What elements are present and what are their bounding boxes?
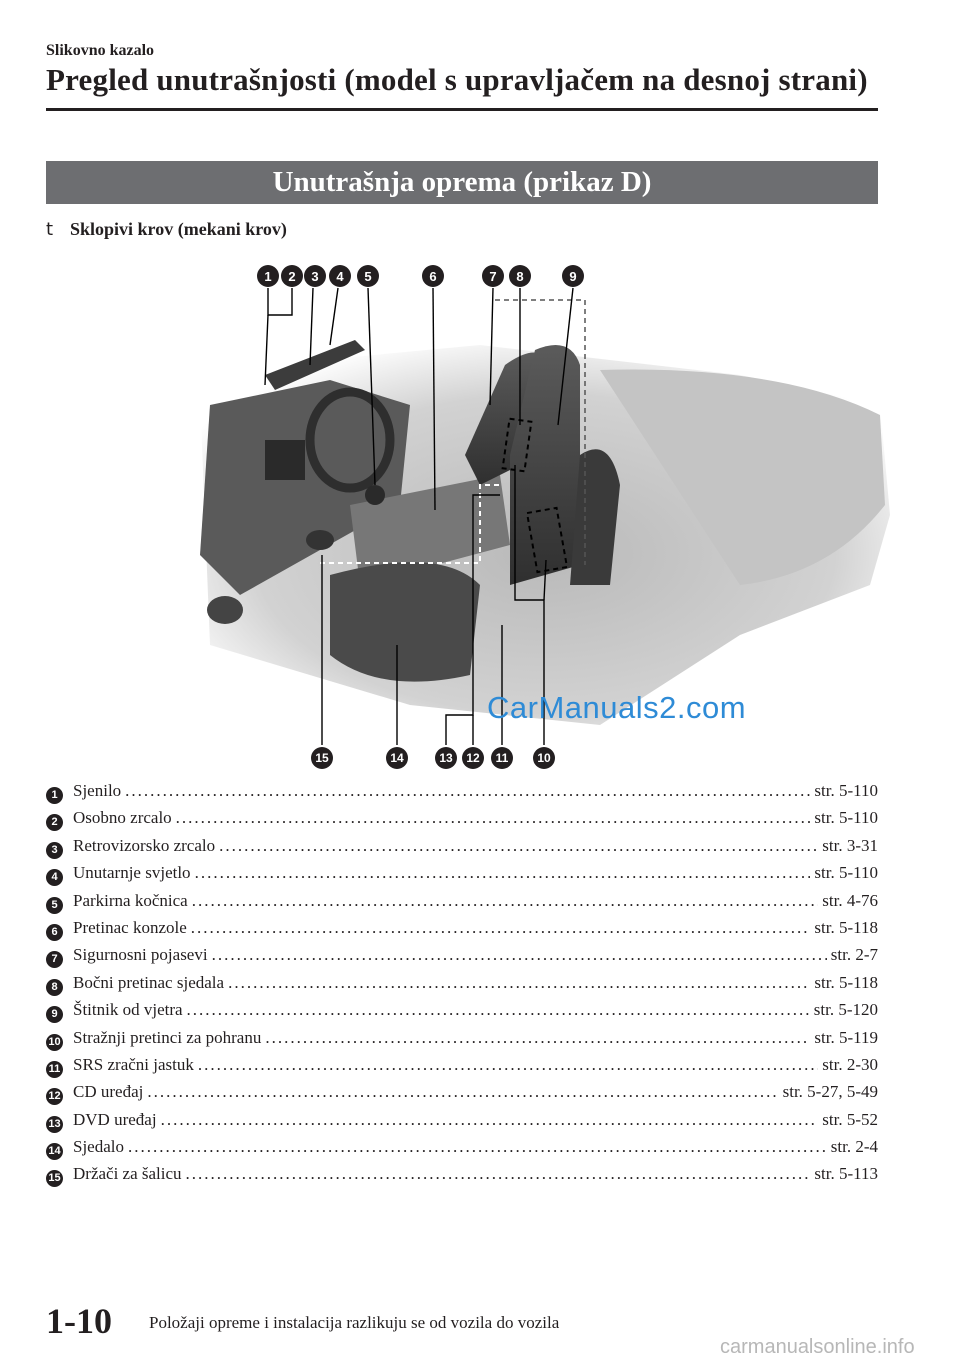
carmanuals-watermark: CarManuals2.com bbox=[487, 690, 747, 725]
svg-text:3: 3 bbox=[311, 269, 319, 284]
svg-text:13: 13 bbox=[439, 751, 453, 765]
callout-15 bbox=[311, 747, 333, 769]
item-label: DVD uređaj bbox=[73, 1109, 157, 1129]
item-page-ref: str. 5-52 bbox=[822, 1109, 878, 1129]
list-item bbox=[46, 781, 878, 808]
title-rule bbox=[46, 108, 878, 111]
callout-4 bbox=[329, 265, 351, 287]
callout-9 bbox=[562, 265, 584, 287]
display-screen bbox=[265, 440, 305, 480]
list-item bbox=[46, 863, 878, 890]
item-page-ref: str. 5-110 bbox=[814, 808, 878, 828]
item-label: Retrovizorsko zrcalo bbox=[73, 835, 216, 855]
footer-watermark: carmanualsonline.info bbox=[720, 1336, 915, 1358]
item-label: Parkirna kočnica bbox=[73, 890, 188, 910]
item-label: Stražnji pretinci za pohranu bbox=[73, 1027, 262, 1047]
callout-6 bbox=[422, 265, 444, 287]
list-item bbox=[46, 1028, 878, 1055]
svg-text:14: 14 bbox=[390, 751, 404, 765]
section-banner: Unutrašnja oprema (prikaz D) bbox=[46, 161, 878, 204]
cup-holder bbox=[306, 530, 334, 550]
item-page-ref: str. 5-110 bbox=[814, 863, 878, 883]
item-label: Unutarnje svjetlo bbox=[73, 863, 191, 883]
leader-dots bbox=[147, 1082, 778, 1102]
list-item bbox=[46, 1000, 878, 1027]
svg-text:11: 11 bbox=[495, 751, 509, 765]
item-page-ref: str. 5-118 bbox=[814, 972, 878, 992]
item-label: Bočni pretinac sjedala bbox=[73, 972, 225, 992]
svg-text:4: 4 bbox=[336, 269, 344, 284]
leader-dots bbox=[228, 973, 810, 993]
item-page-ref: str. 4-76 bbox=[822, 890, 878, 910]
svg-text:5: 5 bbox=[364, 269, 372, 284]
item-label: SRS zračni jastuk bbox=[73, 1054, 194, 1074]
list-item bbox=[46, 1055, 878, 1082]
callout-8 bbox=[509, 265, 531, 287]
callout-10 bbox=[533, 747, 555, 769]
callout-3 bbox=[304, 265, 326, 287]
item-label: Držači za šalicu bbox=[73, 1164, 182, 1184]
leader-dots bbox=[176, 808, 811, 828]
list-item bbox=[46, 918, 878, 945]
callout-13 bbox=[435, 747, 457, 769]
svg-text:9: 9 bbox=[569, 269, 577, 284]
svg-text:12: 12 bbox=[466, 751, 480, 765]
subheading bbox=[46, 219, 287, 240]
leader-dots bbox=[198, 1055, 818, 1075]
svg-text:15: 15 bbox=[315, 751, 329, 765]
leader-dots bbox=[212, 945, 827, 965]
list-item bbox=[46, 1164, 878, 1191]
item-page-ref: str. 5-119 bbox=[814, 1027, 878, 1047]
svg-text:10: 10 bbox=[537, 751, 551, 765]
item-number-badge: 15 bbox=[46, 1170, 63, 1187]
item-number-badge: 1 bbox=[46, 787, 63, 804]
top-callouts bbox=[257, 265, 584, 287]
item-number-badge: 12 bbox=[46, 1088, 63, 1105]
svg-text:2: 2 bbox=[288, 269, 296, 284]
list-item bbox=[46, 1110, 878, 1137]
item-page-ref: str. 5-27, 5-49 bbox=[782, 1082, 878, 1102]
leader-dots bbox=[125, 781, 810, 801]
page-number: 1-10 bbox=[46, 1301, 112, 1341]
leader-dots bbox=[191, 918, 811, 938]
item-label: Štitnik od vjetra bbox=[73, 1000, 183, 1020]
equipment-list bbox=[46, 781, 878, 1192]
item-number-badge: 11 bbox=[46, 1061, 63, 1078]
leader-dots bbox=[192, 891, 819, 911]
item-page-ref: str. 5-110 bbox=[814, 781, 878, 800]
callout-2 bbox=[281, 265, 303, 287]
callout-11 bbox=[491, 747, 513, 769]
callout-1 bbox=[257, 265, 279, 287]
item-number-badge: 6 bbox=[46, 924, 63, 941]
item-number-badge: 5 bbox=[46, 897, 63, 914]
svg-text:6: 6 bbox=[429, 269, 437, 284]
item-number-badge: 9 bbox=[46, 1006, 63, 1023]
item-page-ref: str. 2-4 bbox=[830, 1137, 878, 1157]
subheading-bullet: t bbox=[46, 219, 54, 240]
item-page-ref: str. 5-120 bbox=[813, 1000, 878, 1020]
item-number-badge: 8 bbox=[46, 979, 63, 996]
item-label: Sjedalo bbox=[73, 1137, 124, 1157]
list-item bbox=[46, 891, 878, 918]
callout-12 bbox=[462, 747, 484, 769]
leader-dots bbox=[219, 836, 818, 856]
list-item bbox=[46, 1082, 878, 1109]
item-number-badge: 14 bbox=[46, 1143, 63, 1160]
leader-dots bbox=[186, 1164, 811, 1184]
svg-text:8: 8 bbox=[516, 269, 524, 284]
item-page-ref: str. 2-30 bbox=[822, 1054, 878, 1074]
section-label: Slikovno kazalo bbox=[46, 42, 155, 59]
door-mirror bbox=[207, 596, 243, 624]
item-number-badge: 3 bbox=[46, 842, 63, 859]
item-label: Sjenilo bbox=[73, 781, 122, 800]
subheading-text: Sklopivi krov (mekani krov) bbox=[70, 219, 287, 239]
item-page-ref: str. 2-7 bbox=[830, 945, 878, 965]
list-item bbox=[46, 808, 878, 835]
page-title: Pregled unutrašnjosti (model s upravljačem na desnoj strani) bbox=[46, 62, 868, 97]
item-page-ref: str. 5-118 bbox=[814, 917, 878, 937]
leader-dots bbox=[161, 1110, 819, 1130]
footer-note: Položaji opreme i instalacija razlikuju se od vozila do vozila bbox=[149, 1313, 560, 1332]
item-number-badge: 2 bbox=[46, 814, 63, 831]
item-number-badge: 13 bbox=[46, 1116, 63, 1133]
item-label: Osobno zrcalo bbox=[73, 808, 172, 828]
item-number-badge: 10 bbox=[46, 1034, 63, 1051]
item-label: Pretinac konzole bbox=[73, 917, 187, 937]
item-label: CD uređaj bbox=[73, 1082, 144, 1102]
bottom-callouts bbox=[311, 747, 555, 769]
callout-7 bbox=[482, 265, 504, 287]
list-item bbox=[46, 945, 878, 972]
item-page-ref: str. 3-31 bbox=[822, 835, 878, 855]
callout-5 bbox=[357, 265, 379, 287]
leader-dots bbox=[195, 863, 811, 883]
leader-dots bbox=[128, 1137, 827, 1157]
item-number-badge: 4 bbox=[46, 869, 63, 886]
leader-dots bbox=[187, 1000, 810, 1020]
leader-dots bbox=[265, 1028, 810, 1048]
shift-knob bbox=[365, 485, 385, 505]
seat-cushion bbox=[330, 562, 480, 682]
item-label: Sigurnosni pojasevi bbox=[73, 945, 208, 965]
item-page-ref: str. 5-113 bbox=[814, 1164, 878, 1184]
list-item bbox=[46, 973, 878, 1000]
item-number-badge: 7 bbox=[46, 951, 63, 968]
list-item bbox=[46, 836, 878, 863]
list-item bbox=[46, 1137, 878, 1164]
svg-text:1: 1 bbox=[264, 269, 272, 284]
callout-14 bbox=[386, 747, 408, 769]
svg-text:7: 7 bbox=[489, 269, 497, 284]
